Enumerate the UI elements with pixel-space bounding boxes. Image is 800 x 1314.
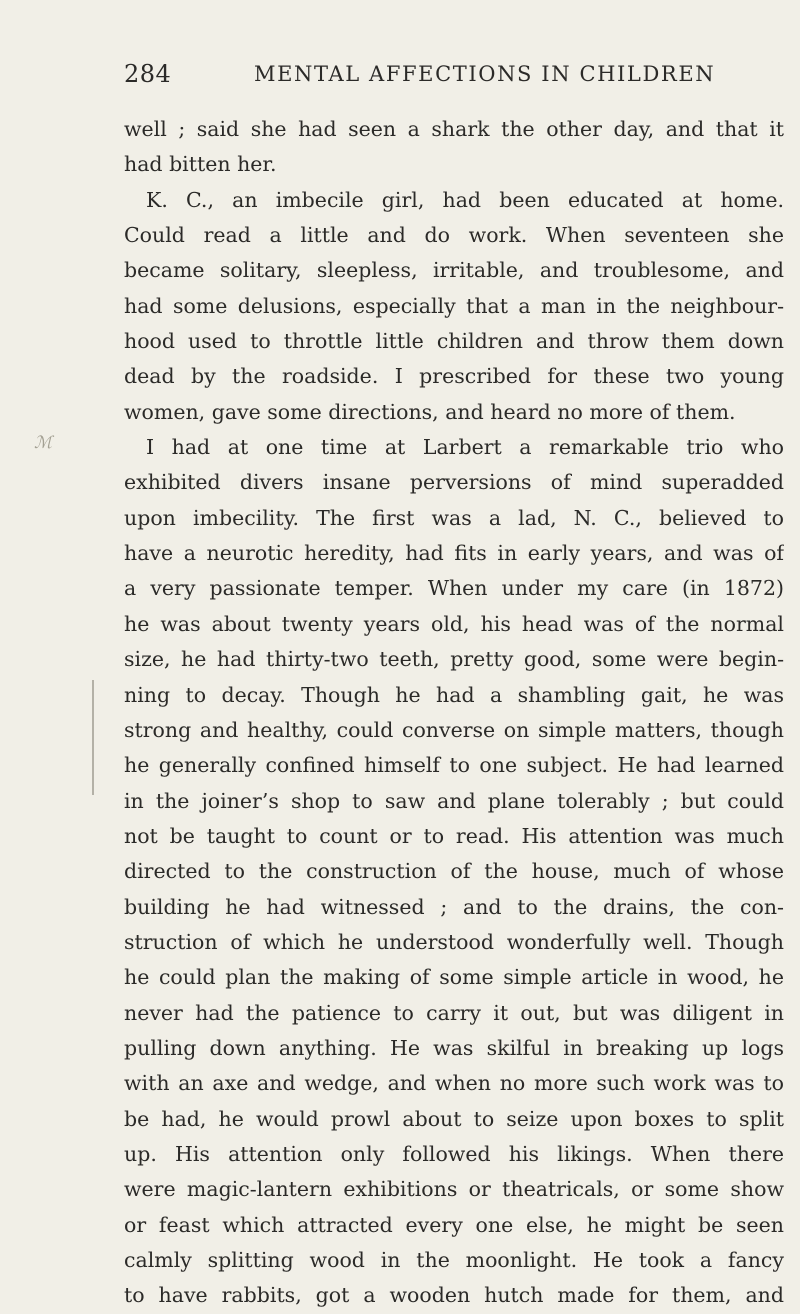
text-line: K. C., an imbecile girl, had been educated at home. — [146, 187, 784, 212]
text-line: exhibited divers insane perversions of mind superadded — [124, 470, 784, 495]
text-line: struction of which he understood wonderfully well. Though — [124, 929, 784, 954]
text-line: hood used to throttle little children and throw them down — [124, 329, 784, 354]
text-line: became solitary, sleepless, irritable, and troublesome, and — [124, 258, 784, 283]
text-line: not be taught to count or to read. His attention was much — [124, 823, 784, 848]
text-line: building he had witnessed ; and to the drains, the con- — [124, 894, 784, 919]
text-line: were magic-lantern exhibitions or theatricals, or some show — [124, 1177, 784, 1202]
text-line: women, gave some directions, and heard no more of them. — [124, 399, 736, 424]
body-text — [124, 112, 784, 1314]
margin-annotation: ℳ — [34, 433, 53, 453]
text-line: had bitten her. — [124, 152, 277, 177]
running-title: MENTAL AFFECTIONS IN CHILDREN — [254, 62, 716, 86]
text-line: size, he had thirty-two teeth, pretty good, some were begin- — [124, 647, 784, 672]
margin-pencil-line — [92, 680, 94, 795]
text-line: calmly splitting wood in the moonlight. He took a fancy — [124, 1248, 784, 1272]
page-number: 284 — [124, 60, 172, 88]
text-line: a very passionate temper. When under my care (in 1872) — [124, 576, 784, 601]
text-line: ning to decay. Though he had a shambling gait, he was — [124, 682, 784, 707]
text-line: upon imbecility. The first was a lad, N. C., believed to — [124, 505, 784, 530]
text-line: or feast which attracted every one else, he might be seen — [124, 1212, 784, 1237]
page-header — [124, 60, 780, 92]
text-line: to have rabbits, got a wooden hutch made for them, and — [124, 1283, 784, 1308]
text-line: he was about twenty years old, his head was of the normal — [124, 611, 784, 636]
text-line: be had, he would prowl about to seize upon boxes to split — [124, 1106, 784, 1131]
text-line: dead by the roadside. I prescribed for these two young — [124, 364, 784, 389]
text-line: directed to the construction of the house, much of whose — [124, 859, 784, 884]
text-line: up. His attention only followed his likings. When there — [124, 1141, 784, 1166]
text-line: well ; said she had seen a shark the other day, and that it — [124, 117, 784, 141]
text-line: strong and healthy, could converse on simple matters, though — [124, 717, 784, 742]
text-line: never had the patience to carry it out, but was diligent in — [124, 1000, 784, 1025]
text-line: have a neurotic heredity, had fits in early years, and was of — [124, 541, 784, 566]
text-line: in the joiner’s shop to saw and plane tolerably ; but could — [124, 788, 784, 813]
text-line: I had at one time at Larbert a remarkable trio who — [146, 435, 784, 460]
text-line: he could plan the making of some simple article in wood, he — [124, 965, 784, 990]
text-line: he generally confined himself to one subject. He had learned — [124, 753, 784, 778]
text-line: pulling down anything. He was skilful in breaking up logs — [124, 1035, 784, 1060]
text-line: Could read a little and do work. When seventeen she — [124, 223, 784, 248]
text-line: with an axe and wedge, and when no more such work was to — [124, 1071, 784, 1096]
text-line: had some delusions, especially that a man in the neighbour- — [124, 293, 784, 318]
